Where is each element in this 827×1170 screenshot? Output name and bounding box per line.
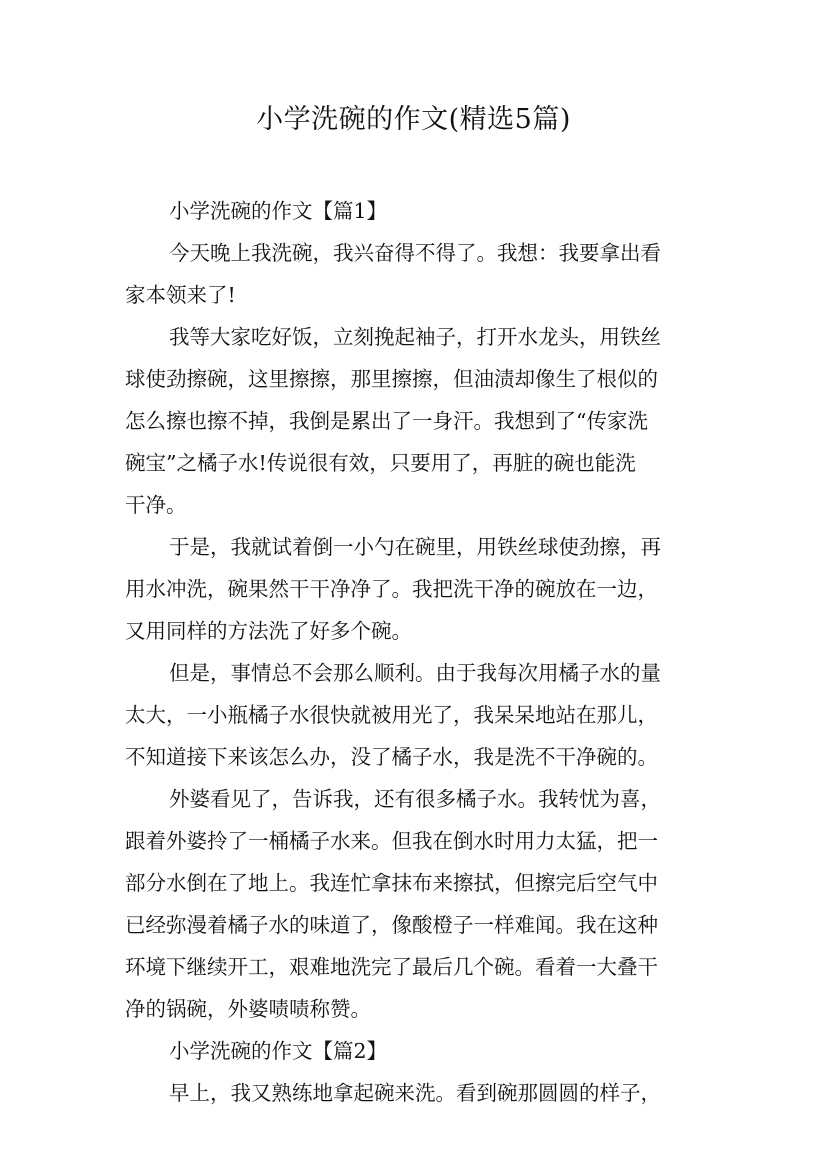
line-text: 家本领来了! xyxy=(125,283,236,307)
text-line xyxy=(125,610,709,652)
line-text: 碗宝”之橘子水!传说很有效，只要用了，再脏的碗也能洗 xyxy=(125,451,636,475)
text-line xyxy=(125,568,709,610)
text-line xyxy=(125,274,709,316)
line-text: 干净。 xyxy=(125,493,187,517)
line-text: 我等大家吃好饭，立刻挽起袖子，打开水龙头，用铁丝 xyxy=(169,325,661,349)
document-body xyxy=(125,190,709,1114)
text-line xyxy=(125,400,709,442)
text-line xyxy=(125,652,709,694)
line-text: 太大，一小瓶橘子水很快就被用光了，我呆呆地站在那儿， xyxy=(125,703,658,727)
text-line xyxy=(125,1072,709,1114)
text-line xyxy=(125,484,709,526)
text-line xyxy=(125,316,709,358)
text-line xyxy=(125,988,709,1030)
line-text: 净的锅碗，外婆啧啧称赞。 xyxy=(125,997,371,1021)
text-line xyxy=(125,526,709,568)
line-text: 球使劲擦碗，这里擦擦，那里擦擦，但油渍却像生了根似的 xyxy=(125,367,658,391)
text-line xyxy=(125,232,709,274)
line-text: 外婆看见了，告诉我，还有很多橘子水。我转忧为喜， xyxy=(169,787,661,811)
line-text: 于是，我就试着倒一小勺在碗里，用铁丝球使劲擦，再 xyxy=(169,535,661,559)
line-text: 部分水倒在了地上。我连忙拿抹布来擦拭，但擦完后空气中 xyxy=(125,871,658,895)
line-text: 已经弥漫着橘子水的味道了，像酸橙子一样难闻。我在这种 xyxy=(125,913,658,937)
text-line xyxy=(125,736,709,778)
text-line xyxy=(125,778,709,820)
text-line xyxy=(125,862,709,904)
text-line xyxy=(125,820,709,862)
line-text: 不知道接下来该怎么办，没了橘子水，我是洗不干净碗的。 xyxy=(125,745,658,769)
text-line xyxy=(125,442,709,484)
line-text: 怎么擦也擦不掉，我倒是累出了一身汗。我想到了“传家洗 xyxy=(125,409,648,433)
text-line xyxy=(125,1030,709,1072)
line-text: 早上，我又熟练地拿起碗来洗。看到碗那圆圆的样子， xyxy=(169,1081,661,1105)
line-text: 小学洗碗的作文【篇2】 xyxy=(169,1039,388,1063)
text-line xyxy=(125,904,709,946)
line-text: 用水冲洗，碗果然干干净净了。我把洗干净的碗放在一边， xyxy=(125,577,658,601)
line-text: 跟着外婆拎了一桶橘子水来。但我在倒水时用力太猛，把一 xyxy=(125,829,658,853)
text-line xyxy=(125,190,709,232)
text-line xyxy=(125,946,709,988)
line-text: 环境下继续开工，艰难地洗完了最后几个碗。看着一大叠干 xyxy=(125,955,658,979)
text-line xyxy=(125,358,709,400)
document-title: 小学洗碗的作文(精选5篇) xyxy=(256,104,571,135)
line-text: 但是，事情总不会那么顺利。由于我每次用橘子水的量 xyxy=(169,661,661,685)
line-text: 今天晚上我洗碗，我兴奋得不得了。我想：我要拿出看 xyxy=(169,241,661,265)
text-line xyxy=(125,694,709,736)
line-text: 小学洗碗的作文【篇1】 xyxy=(169,199,388,223)
line-text: 又用同样的方法洗了好多个碗。 xyxy=(125,619,412,643)
